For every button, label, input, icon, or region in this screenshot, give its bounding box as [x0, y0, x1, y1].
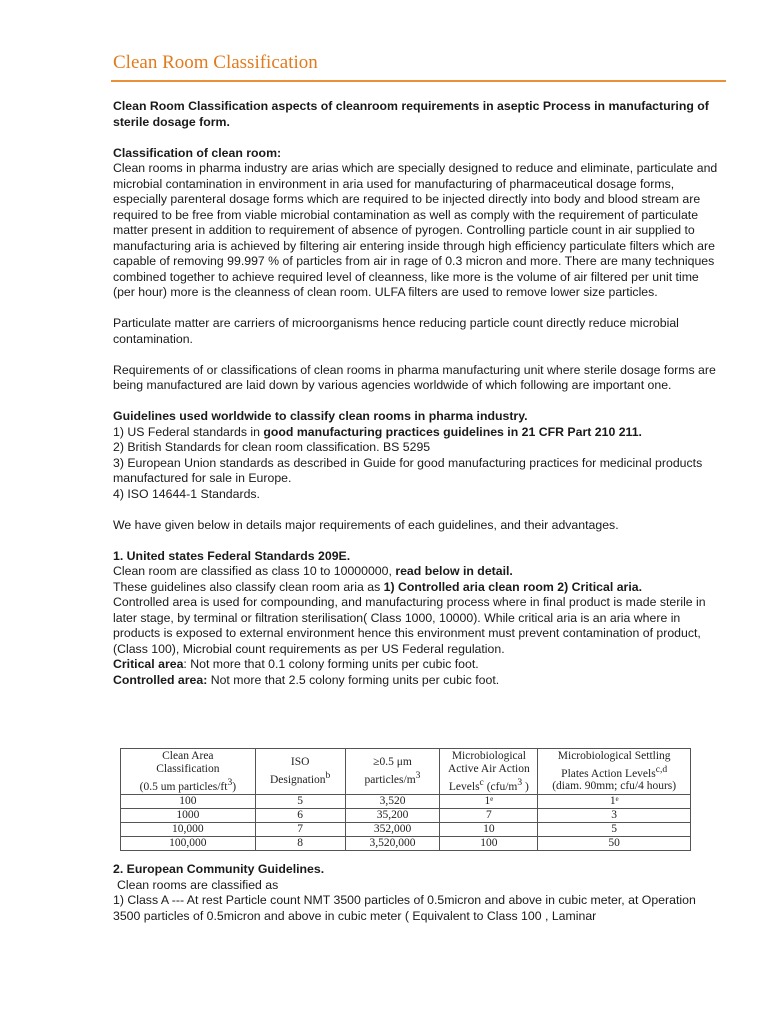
header-iso-line-1: ISO — [290, 756, 310, 769]
table-row — [121, 837, 691, 851]
particulate-paragraph: Particulate matter are carriers of microorganisms hence reducing particle count directly reduce microbial contamination. — [113, 316, 679, 346]
header-active-air-line-1: Microbiological — [451, 749, 526, 762]
guideline-item-2: 2) British Standards for clean room classification. BS 5295 — [113, 440, 431, 454]
intro-heading: Clean Room Classification aspects of cleanroom requirements in aseptic Process in manufacturing of sterile dosage form. — [113, 99, 709, 129]
header-clean-area-line-3b: ) — [232, 780, 237, 793]
table-cell: 8 — [255, 837, 345, 851]
header-clean-area-line-1: Clean Area — [162, 749, 214, 762]
table-cell: 5 — [538, 823, 691, 837]
critical-area-text: : Not more that 0.1 colony forming units per cubic foot. — [183, 657, 479, 671]
european-line-2: 1) Class A --- At rest Particle count NMT 3500 particles of 0.5micron and above in cubic meter, at Operation 3500 particles of 0.5micron and above in cubic meter ( Equivalent to Class 100 , Laminar — [113, 893, 696, 923]
us-federal-section — [113, 549, 718, 689]
header-settling-line-2: Plates Action Levels — [561, 767, 656, 780]
header-settling-line-1: Microbiological Settling — [557, 749, 671, 762]
table-cell: 3,520 — [345, 795, 440, 809]
us-federal-heading: 1. United states Federal Standards 209E. — [113, 548, 351, 563]
header-particles-line-2: particles/m — [364, 773, 416, 786]
guideline-item-1 — [113, 425, 718, 441]
given-below-paragraph: We have given below in details major requirements of each guidelines, and their advantages. — [113, 517, 619, 532]
header-clean-area-sup: 3 — [227, 776, 233, 788]
header-iso-line-2: Designation — [269, 773, 326, 786]
table-cell: 35,200 — [345, 809, 440, 823]
table-cell: 1ᵉ — [538, 795, 691, 809]
table-cell: 10,000 — [121, 823, 256, 837]
requirements-paragraph: Requirements of or classifications of clean rooms in pharma manufacturing unit where sterile dosage forms are being manufactured are laid down by various agencies worldwide of which following are important one. — [113, 362, 716, 392]
critical-area-line — [113, 657, 718, 673]
european-section — [113, 862, 718, 924]
table-cell: 100 — [121, 795, 256, 809]
table-cell: 6 — [255, 809, 345, 823]
guideline-item-1-text: 1) US Federal standards in — [113, 424, 264, 439]
us-federal-line-1-text: Clean room are classified as class 10 to 10000000, — [113, 564, 396, 578]
title-divider — [111, 80, 726, 82]
header-settling-sup: c,d — [655, 763, 668, 775]
table-cell: 5 — [255, 795, 345, 809]
table-header-active-air — [440, 749, 538, 795]
us-federal-line-2-text: These guidelines also classify clean room aria as — [113, 579, 384, 594]
table-cell: 10 — [440, 823, 538, 837]
us-federal-body: Controlled area is used for compounding, and manufacturing process where in final product is made sterile in later stage, by terminal or filtration sterilisation( Class 1000, 10000). While critical aria is an aria where in products is exposed to external environment hence this environment must prevent contamination of product, (Class 100), Microbial count requirements as per US Federal regulation. — [113, 595, 706, 656]
table-header-particles — [345, 749, 440, 795]
table-row — [121, 823, 691, 837]
header-particles-sup: 3 — [415, 770, 421, 782]
classification-table-wrap — [120, 748, 692, 851]
european-line-1: Clean rooms are classified as — [117, 877, 279, 892]
classification-section — [113, 146, 718, 301]
classification-heading: Classification of clean room: — [113, 145, 282, 160]
header-particles-line-1: ≥0.5 μm — [373, 756, 412, 769]
us-federal-line-2-bold: 1) Controlled aria clean room 2) Critical aria. — [383, 579, 642, 594]
controlled-area-text: Not more that 2.5 colony forming units per cubic foot. — [207, 672, 500, 687]
table-cell: 50 — [538, 837, 691, 851]
table-cell: 3 — [538, 809, 691, 823]
header-active-air-sup-3: 3 — [517, 776, 523, 788]
european-heading: 2. European Community Guidelines. — [113, 862, 325, 876]
classification-body: Clean rooms in pharma industry are arias which are specially designed to reduce and eliminate, particulate and microbial contamination in environment in aria used for manufacturing of pharmaceutical dosage forms, especially parenteral dosage forms which are required to be injected directly into body and blood stream are required to be free from viable microbial contamination as well as comply with the requirement of particulate matter present in addition to requirement of absence of pyrogen. Controlling particle count in air supplied to manufacturing aria is achieved by filtering air entering inside through high efficiency particulate filters which are capable of removing 99.997 % of particles from air in rage of 0.3 micron and more. There are many techniques combined together to achieve required level of cleanness, like more is the volume of air filtered per unit time (per hour) more is the cleanness of clean room. ULFA filters are used to remove lower size particles. — [113, 161, 718, 299]
controlled-area-line — [113, 673, 718, 689]
table-cell: 7 — [440, 809, 538, 823]
guidelines-heading: Guidelines used worldwide to classify clean rooms in pharma industry. — [113, 409, 528, 423]
guidelines-section — [113, 409, 718, 502]
table-cell: 352,000 — [345, 823, 440, 837]
us-federal-line-1 — [113, 564, 718, 580]
header-active-air-line-3b: (cfu/m — [483, 780, 518, 793]
table-header-iso — [255, 749, 345, 795]
us-federal-line-2 — [113, 580, 718, 596]
header-active-air-sup: c — [479, 776, 484, 788]
guideline-item-1-bold: good manufacturing practices guidelines in 21 CFR Part 210 211. — [263, 424, 642, 439]
table-header-clean-area — [121, 749, 256, 795]
header-active-air-line-2: Active Air Action — [447, 762, 530, 775]
header-iso-sup: b — [325, 770, 331, 782]
table-cell: 7 — [255, 823, 345, 837]
header-clean-area-line-2: Classification — [156, 762, 220, 775]
document-body — [113, 99, 718, 688]
classification-table — [120, 748, 691, 851]
header-settling-line-3: (diam. 90mm; cfu/4 hours) — [552, 780, 677, 793]
table-row — [121, 795, 691, 809]
us-federal-line-1-bold: read below in detail. — [395, 564, 513, 578]
table-cell: 3,520,000 — [345, 837, 440, 851]
header-active-air-line-3c: ) — [522, 780, 529, 793]
critical-area-label: Critical area — [113, 657, 184, 671]
table-cell: 1000 — [121, 809, 256, 823]
table-cell: 100 — [440, 837, 538, 851]
guideline-item-3: 3) European Union standards as described in Guide for good manufacturing practices for medicinal products manufactured for sale in Europe. — [113, 455, 703, 485]
table-cell: 100,000 — [121, 837, 256, 851]
table-cell: 1ᵉ — [440, 795, 538, 809]
header-active-air-line-3: Levels — [448, 780, 480, 793]
page-title: Clean Room Classification — [113, 52, 318, 73]
table-row — [121, 809, 691, 823]
table-header-settling-plates — [538, 749, 691, 795]
controlled-area-label: Controlled area: — [113, 672, 208, 687]
header-clean-area-line-3: (0.5 um particles/ft — [139, 780, 228, 793]
guideline-item-4: 4) ISO 14644-1 Standards. — [113, 486, 260, 501]
table-header-row — [121, 749, 691, 795]
